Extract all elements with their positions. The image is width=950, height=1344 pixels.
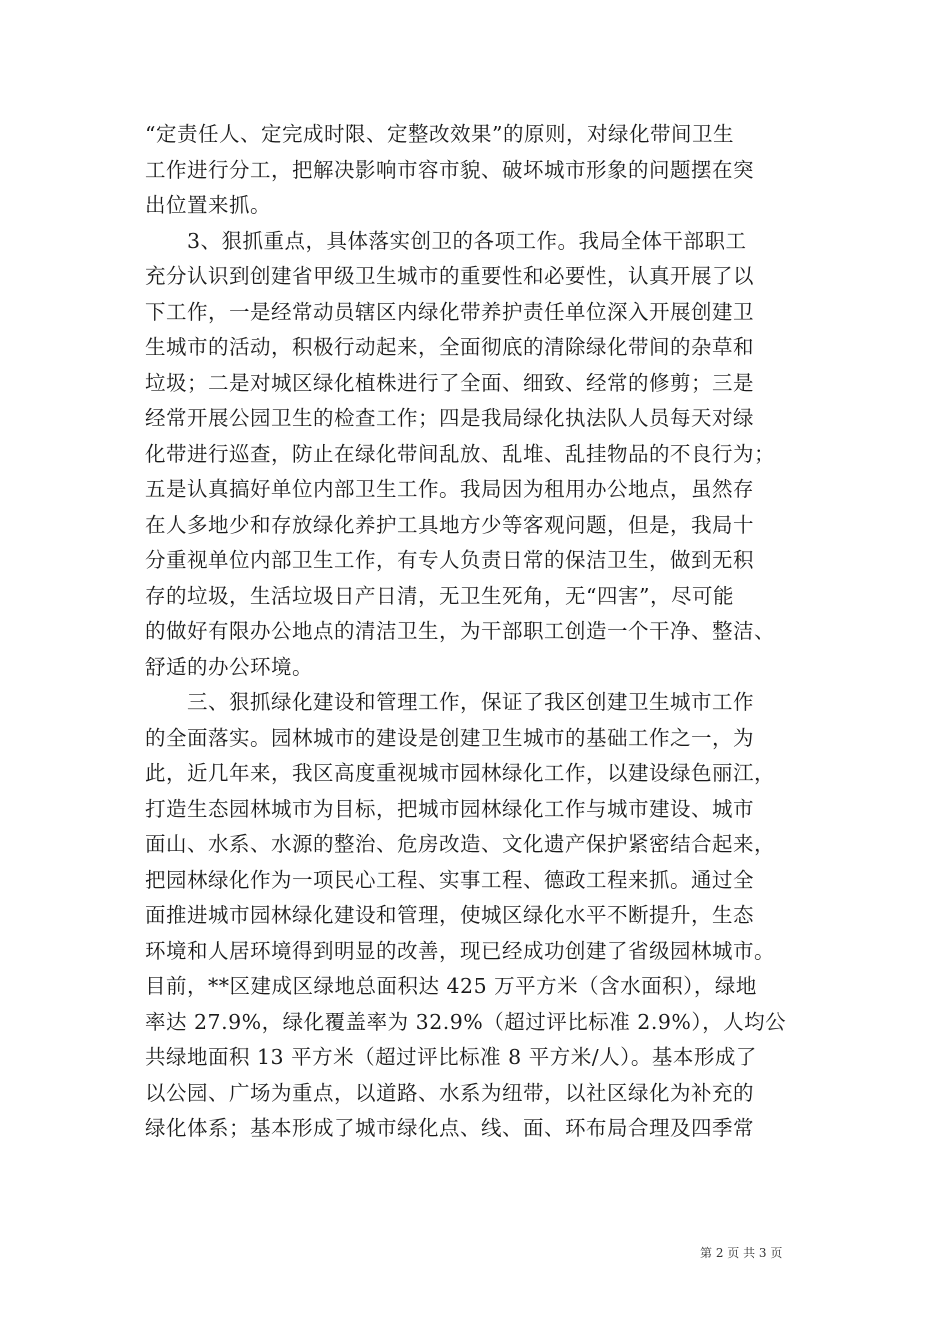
text-line: 的全面落实。园林城市的建设是创建卫生城市的基础工作之一，为 xyxy=(145,725,754,750)
body-text xyxy=(145,117,810,1147)
text-line: 存的垃圾，生活垃圾日产日清，无卫生死角，无“四害”，尽可能 xyxy=(145,583,734,608)
text-line: 的做好有限办公地点的清洁卫生，为干部职工创造一个干净、整洁、 xyxy=(145,619,775,643)
text-line: 经常开展公园卫生的检查工作；四是我局绿化执法队人员每天对绿 xyxy=(145,406,754,430)
text-line: 率达 27.9%，绿化覆盖率为 32.9%（超过评比标准 2.9%），人均公 xyxy=(145,1009,787,1034)
text-line: 面推进城市园林绿化建设和管理，使城区绿化水平不断提升，生态 xyxy=(145,903,754,927)
text-line: 出位置来抓。 xyxy=(145,193,271,217)
page-number: 第 2 页 共 3 页 xyxy=(700,1246,783,1260)
text-line: “定责任人、定完成时限、定整改效果”的原则，对绿化带间卫生 xyxy=(145,122,734,146)
paragraph-start-line: 三、狠抓绿化建设和管理工作，保证了我区创建卫生城市工作 xyxy=(187,690,754,714)
text-line: 绿化体系；基本形成了城市绿化点、线、面、环布局合理及四季常 xyxy=(145,1116,754,1140)
text-line: 共绿地面积 13 平方米（超过评比标准 8 平方米/人）。基本形成了 xyxy=(145,1045,757,1069)
text-line: 打造生态园林城市为目标，把城市园林绿化工作与城市建设、城市 xyxy=(145,796,754,821)
text-line: 工作进行分工，把解决影响市容市貌、破坏城市形象的问题摆在突 xyxy=(145,157,754,182)
text-line: 目前，**区建成区绿地总面积达 425 万平方米（含水面积），绿地 xyxy=(145,974,757,998)
text-line: 分重视单位内部卫生工作，有专人负责日常的保洁卫生，做到无积 xyxy=(145,548,754,572)
text-line: 在人多地少和存放绿化养护工具地方少等客观问题，但是，我局十 xyxy=(145,512,754,537)
text-line: 充分认识到创建省甲级卫生城市的重要性和必要性，认真开展了以 xyxy=(145,264,754,288)
text-line: 环境和人居环境得到明显的改善，现已经成功创建了省级园林城市。 xyxy=(145,938,775,963)
text-line: 以公园、广场为重点，以道路、水系为纽带，以社区绿化为补充的 xyxy=(145,1080,754,1105)
text-line: 生城市的活动，积极行动起来，全面彻底的清除绿化带间的杂草和 xyxy=(145,335,754,359)
text-line: 舒适的办公环境。 xyxy=(145,654,313,679)
text-line: 面山、水系、水源的整治、危房改造、文化遗产保护紧密结合起来， xyxy=(145,832,775,856)
text-line: 五是认真搞好单位内部卫生工作。我局因为租用办公地点，虽然存 xyxy=(145,477,754,501)
paragraph-start-line: 3、狠抓重点，具体落实创卫的各项工作。我局全体干部职工 xyxy=(187,228,747,253)
text-line: 下工作，一是经常动员辖区内绿化带养护责任单位深入开展创建卫 xyxy=(145,299,754,324)
text-line: 把园林绿化作为一项民心工程、实事工程、德政工程来抓。通过全 xyxy=(145,867,754,892)
text-line: 化带进行巡查，防止在绿化带间乱放、乱堆、乱挂物品的不良行为； xyxy=(145,441,775,466)
text-line: 垃圾；二是对城区绿化植株进行了全面、细致、经常的修剪；三是 xyxy=(145,370,754,395)
text-line: 此，近几年来，我区高度重视城市园林绿化工作，以建设绿色丽江， xyxy=(145,761,775,785)
